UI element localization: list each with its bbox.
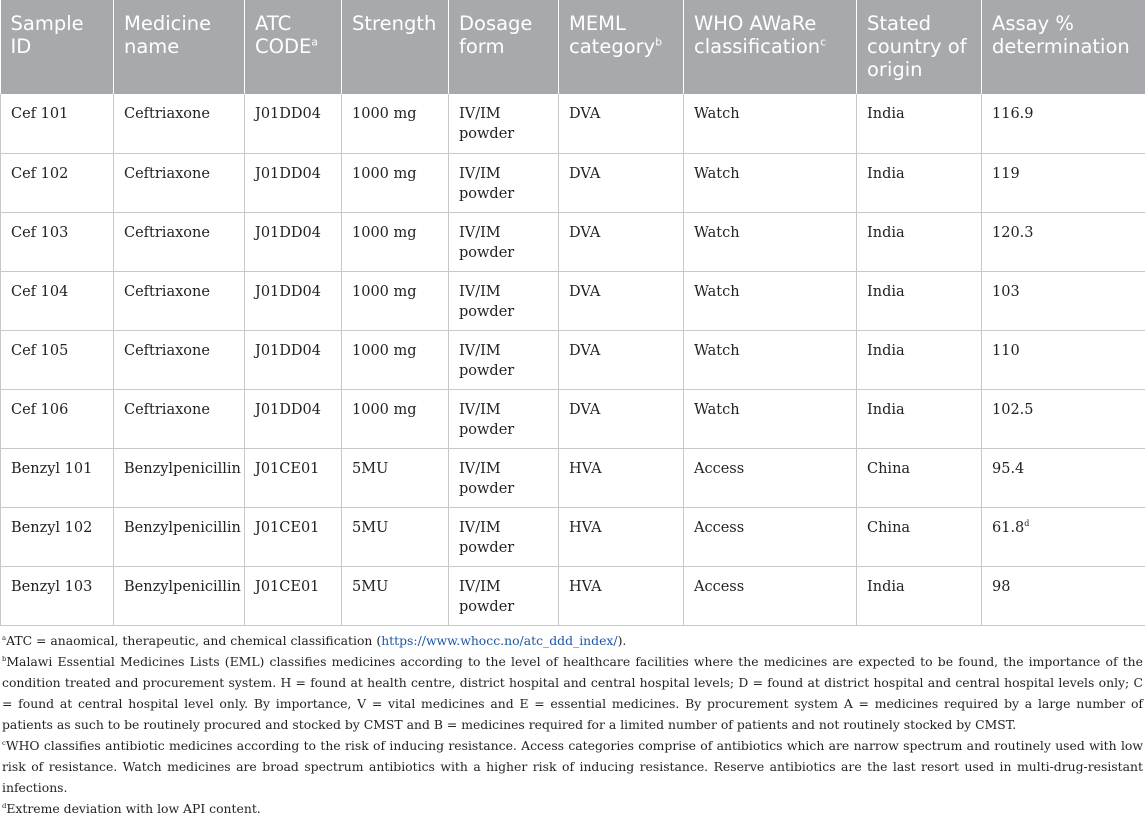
cell-meml: DVA [559,271,684,330]
cell-meml: HVA [559,507,684,566]
cell-sample-id: Benzyl 103 [1,566,114,625]
cell-form: IV/IM powder [449,448,559,507]
cell-form: IV/IM powder [449,389,559,448]
table-row [1,271,1145,330]
cell-atc: J01DD04 [245,389,342,448]
table-row [1,330,1145,389]
cell-meml: DVA [559,94,684,153]
cell-assay: 110 [982,330,1145,389]
column-header: Assay % determination [982,0,1145,94]
cell-assay: 116.9 [982,94,1145,153]
cell-atc: J01CE01 [245,507,342,566]
cell-sample-id: Benzyl 101 [1,448,114,507]
table-row [1,94,1145,153]
cell-atc: J01CE01 [245,448,342,507]
cell-name: Benzylpenicillin [114,566,245,625]
cell-aware: Access [684,507,857,566]
cell-meml: DVA [559,330,684,389]
cell-strength: 1000 mg [342,153,449,212]
cell-strength: 1000 mg [342,389,449,448]
footnote-a: $^a$ATC = anaomical, therapeutic, and chemical classification (https://www.whocc.no/atc_ddd_index/). [2,630,1143,651]
cell-aware: Watch [684,212,857,271]
cell-name: Benzylpenicillin [114,507,245,566]
footnote-d: $^d$Extreme deviation with low API content. [2,798,1143,819]
column-header: Sample ID [1,0,114,94]
table-body [1,94,1145,625]
cell-atc: J01DD04 [245,153,342,212]
cell-meml: DVA [559,153,684,212]
cell-atc: J01DD04 [245,212,342,271]
cell-sample-id: Cef 101 [1,94,114,153]
cell-form: IV/IM powder [449,507,559,566]
cell-assay: 61.8$^d$ [982,507,1145,566]
cell-strength: 1000 mg [342,271,449,330]
cell-name: Ceftriaxone [114,153,245,212]
column-header: Stated country of origin [857,0,982,94]
cell-atc: J01DD04 [245,330,342,389]
cell-strength: 5MU [342,507,449,566]
column-header: Dosage form [449,0,559,94]
cell-aware: Watch [684,271,857,330]
cell-name: Ceftriaxone [114,271,245,330]
cell-atc: J01DD04 [245,271,342,330]
cell-sample-id: Cef 105 [1,330,114,389]
table-row [1,448,1145,507]
cell-strength: 1000 mg [342,94,449,153]
cell-assay: 119 [982,153,1145,212]
column-header: WHO AWaRe classification$^c$ [684,0,857,94]
column-header: MEML category$^b$ [559,0,684,94]
cell-strength: 1000 mg [342,212,449,271]
cell-form: IV/IM powder [449,271,559,330]
footnote-b: $^b$Malawi Essential Medicines Lists (EML) classifies medicines according to the level of healthcare facilities where the medicines are expected to be found, the importance of the condition treated and procurement system. H = found at health centre, district hospital and central hospital levels; D = found at district hospital and central hospital levels only; C = found at central hospital level only. By importance, V = vital medicines and E = essential medicines. By procurement system A = medicines required by a large number of patients as such to be routinely procured and stocked by CMST and B = medicines required for a limited number of patients and not routinely stocked by CMST. [2,651,1143,735]
cell-country: China [857,448,982,507]
cell-sample-id: Benzyl 102 [1,507,114,566]
cell-aware: Watch [684,153,857,212]
cell-assay: 95.4 [982,448,1145,507]
cell-meml: HVA [559,566,684,625]
cell-assay: 98 [982,566,1145,625]
cell-country: India [857,271,982,330]
column-header: ATC CODE$^a$ [245,0,342,94]
cell-sample-id: Cef 106 [1,389,114,448]
cell-aware: Watch [684,94,857,153]
cell-name: Ceftriaxone [114,212,245,271]
cell-aware: Watch [684,330,857,389]
table-row [1,212,1145,271]
cell-name: Ceftriaxone [114,94,245,153]
cell-atc: J01CE01 [245,566,342,625]
cell-sample-id: Cef 102 [1,153,114,212]
column-header: Medicine name [114,0,245,94]
cell-country: China [857,507,982,566]
cell-sample-id: Cef 103 [1,212,114,271]
cell-country: India [857,566,982,625]
cell-strength: 5MU [342,448,449,507]
atc-link[interactable]: https://www.whocc.no/atc_ddd_index/ [381,633,617,648]
cell-form: IV/IM powder [449,153,559,212]
table-row [1,389,1145,448]
cell-form: IV/IM powder [449,566,559,625]
footnote-c: $^c$WHO classifies antibiotic medicines according to the risk of inducing resistance. Access categories comprise of antibiotics which are narrow spectrum and routinely used with low risk of resistance. Watch medicines are broad spectrum antibiotics with a higher risk of inducing resistance. Reserve antibiotics are the last resort used in multi-drug-resistant infections. [2,735,1143,798]
cell-strength: 1000 mg [342,330,449,389]
cell-form: IV/IM powder [449,330,559,389]
cell-aware: Access [684,566,857,625]
cell-name: Benzylpenicillin [114,448,245,507]
cell-atc: J01DD04 [245,94,342,153]
cell-aware: Watch [684,389,857,448]
cell-country: India [857,330,982,389]
cell-country: India [857,153,982,212]
cell-meml: HVA [559,448,684,507]
cell-aware: Access [684,448,857,507]
table-row [1,507,1145,566]
cell-country: India [857,212,982,271]
cell-assay: 120.3 [982,212,1145,271]
cell-form: IV/IM powder [449,94,559,153]
cell-name: Ceftriaxone [114,389,245,448]
cell-assay: 103 [982,271,1145,330]
table-row [1,153,1145,212]
cell-strength: 5MU [342,566,449,625]
cell-form: IV/IM powder [449,212,559,271]
cell-sample-id: Cef 104 [1,271,114,330]
footnotes [0,626,1145,819]
cell-assay: 102.5 [982,389,1145,448]
table-row [1,566,1145,625]
column-header: Strength [342,0,449,94]
cell-name: Ceftriaxone [114,330,245,389]
cell-country: India [857,94,982,153]
cell-country: India [857,389,982,448]
cell-meml: DVA [559,389,684,448]
table-header-row [1,0,1145,94]
cell-meml: DVA [559,212,684,271]
